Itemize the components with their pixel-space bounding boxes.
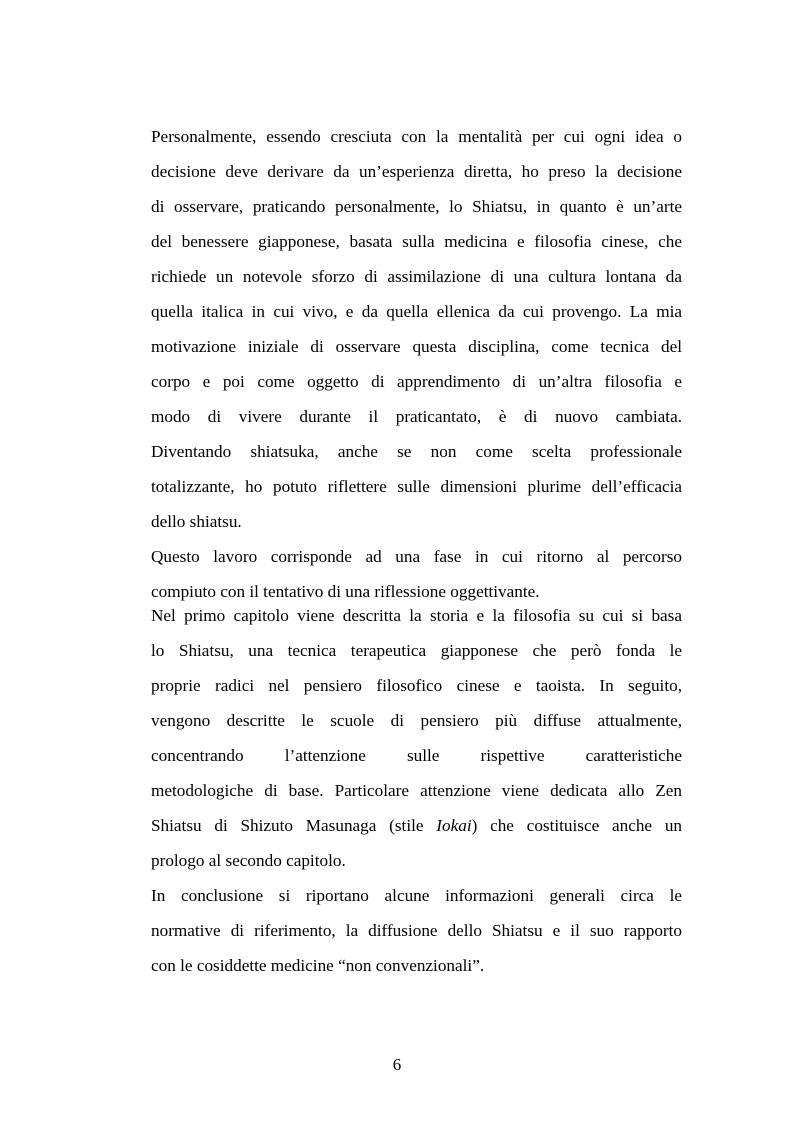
text-line: con le cosiddette medicine “non convenzionali”. [151, 956, 485, 975]
text-line-mixed [151, 808, 682, 843]
text-segment: ) che costituisce anche un [471, 816, 682, 835]
text-line: corpo e poi come oggetto di apprendimento di un’altra filosofia e [151, 372, 682, 391]
text-line: Diventando shiatsuka, anche se non come scelta professionale [151, 442, 682, 461]
text-line: dello shiatsu. [151, 512, 242, 531]
text-line: totalizzante, ho potuto riflettere sulle dimensioni plurime dell’efficacia [151, 477, 682, 496]
text-line: In conclusione si riportano alcune informazioni generali circa le [151, 886, 682, 905]
text-line: richiede un notevole sforzo di assimilazione di una cultura lontana da [151, 267, 682, 286]
text-line: di osservare, praticando personalmente, lo Shiatsu, in quanto è un’arte [151, 197, 682, 216]
text-line: Questo lavoro corrisponde ad una fase in cui ritorno al percorso [151, 547, 682, 566]
text-line: del benessere giapponese, basata sulla medicina e filosofia cinese, che [151, 232, 682, 251]
text-line: quella italica in cui vivo, e da quella ellenica da cui provengo. La mia [151, 302, 682, 321]
text-segment: Shiatsu di Shizuto Masunaga (stile [151, 816, 437, 835]
text-line: concentrando l’attenzione sulle rispettive caratteristiche [151, 746, 682, 765]
paragraph-personal-motivation [151, 119, 682, 539]
text-line: vengono descritte le scuole di pensiero più diffuse attualmente, [151, 711, 682, 730]
text-line: lo Shiatsu, una tecnica terapeutica giapponese che però fonda le [151, 641, 682, 660]
body-text-bottom [151, 598, 682, 983]
body-text-top [151, 119, 682, 609]
text-line: normative di riferimento, la diffusione dello Shiatsu e il suo rapporto [151, 921, 682, 940]
italic-term: Iokai [436, 816, 472, 835]
text-line: metodologiche di base. Particolare attenzione viene dedicata allo Zen [151, 781, 682, 800]
text-line: compiuto con il tentativo di una riflessione oggettivante. [151, 582, 540, 601]
text-line: proprie radici nel pensiero filosofico cinese e taoista. In seguito, [151, 676, 682, 695]
text-line: Personalmente, essendo cresciuta con la mentalità per cui ogni idea o [151, 127, 682, 146]
text-line: motivazione iniziale di osservare questa disciplina, come tecnica del [151, 337, 682, 356]
text-line: Nel primo capitolo viene descritta la storia e la filosofia su cui si basa [151, 606, 682, 625]
text-line: decisione deve derivare da un’esperienza diretta, ho preso la decisione [151, 162, 682, 181]
paragraph-first-chapter [151, 598, 682, 878]
page-number: 6 [392, 1055, 402, 1074]
text-line: modo di vivere durante il praticantato, è di nuovo cambiata. [151, 407, 682, 426]
paragraph-conclusion [151, 878, 682, 983]
text-line: prologo al secondo capitolo. [151, 851, 346, 870]
